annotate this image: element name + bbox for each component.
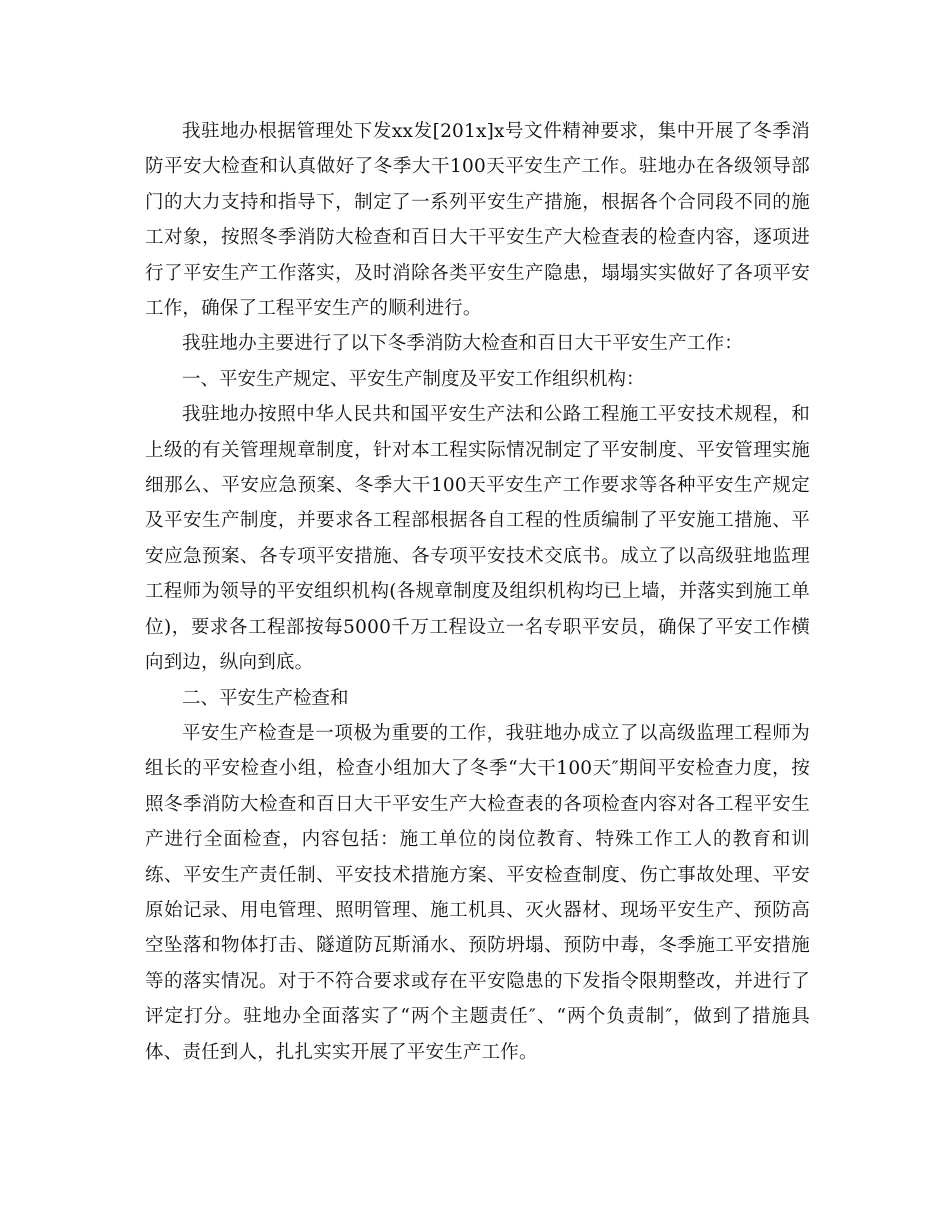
paragraph-summary: 我驻地办主要进行了以下冬季消防大检查和百日大干平安生产工作： — [182, 333, 744, 355]
document-body — [145, 114, 810, 1070]
paragraph-intro: 我驻地办根据管理处下发xx发[201x]x号文件精神要求，集中开展了冬季消防平安大检查和认真做好了冬季大干100天平安生产工作。驻地办在各级领导部门的大力支持和指导下，制定了一系列平安生产措施，根据各个合同段不同的施工对象，按照冬季消防大检查和百日大干平安生产大检查表的检查内容，逐项进行了平安生产工作落实，及时消除各类平安生产隐患，塌塌实实做好了各项平安工作，确保了工程平安生产的顺利进行。 — [145, 121, 810, 320]
section-heading-1: 一、平安生产规定、平安生产制度及平安工作组织机构： — [182, 368, 645, 390]
paragraph-section-1: 我驻地办按照中华人民共和国平安生产法和公路工程施工平安技术规程，和上级的有关管理规章制度，针对本工程实际情况制定了平安制度、平安管理实施细那么、平安应急预案、冬季大干100天平安生产工作要求等各种平安生产规定及平安生产制度，并要求各工程部根据各自工程的性质编制了平安施工措施、平安应急预案、各专项平安措施、各专项平安技术交底书。成立了以高级驻地监理工程师为领导的平安组织机构(各规章制度及组织机构均已上墙，并落实到施工单位)，要求各工程部按每5000千万工程设立一名专职平安员，确保了平安工作横向到边，纵向到底。 — [145, 404, 810, 674]
section-heading-2: 二、平安生产检查和 — [182, 687, 349, 709]
paragraph-section-2: 平安生产检查是一项极为重要的工作，我驻地办成立了以高级监理工程师为组长的平安检查小组，检查小组加大了冬季“大干100天″期间平安检查力度，按照冬季消防大检查和百日大干平安生产大检查表的各项检查内容对各工程平安生产进行全面检查，内容包括：施工单位的岗位教育、特殊工作工人的教育和训练、平安生产责任制、平安技术措施方案、平安检查制度、伤亡事故处理、平安原始记录、用电管理、照明管理、施工机具、灭火器材、现场平安生产、预防高空坠落和物体打击、隧道防瓦斯涌水、预防坍塌、预防中毒，冬季施工平安措施等的落实情况。对于不符合要求或存在平安隐患的下发指令限期整改，并进行了评定打分。驻地办全面落实了“两个主题责任″、“两个负责制″，做到了措施具体、责任到人，扎扎实实开展了平安生产工作。 — [145, 722, 810, 1063]
